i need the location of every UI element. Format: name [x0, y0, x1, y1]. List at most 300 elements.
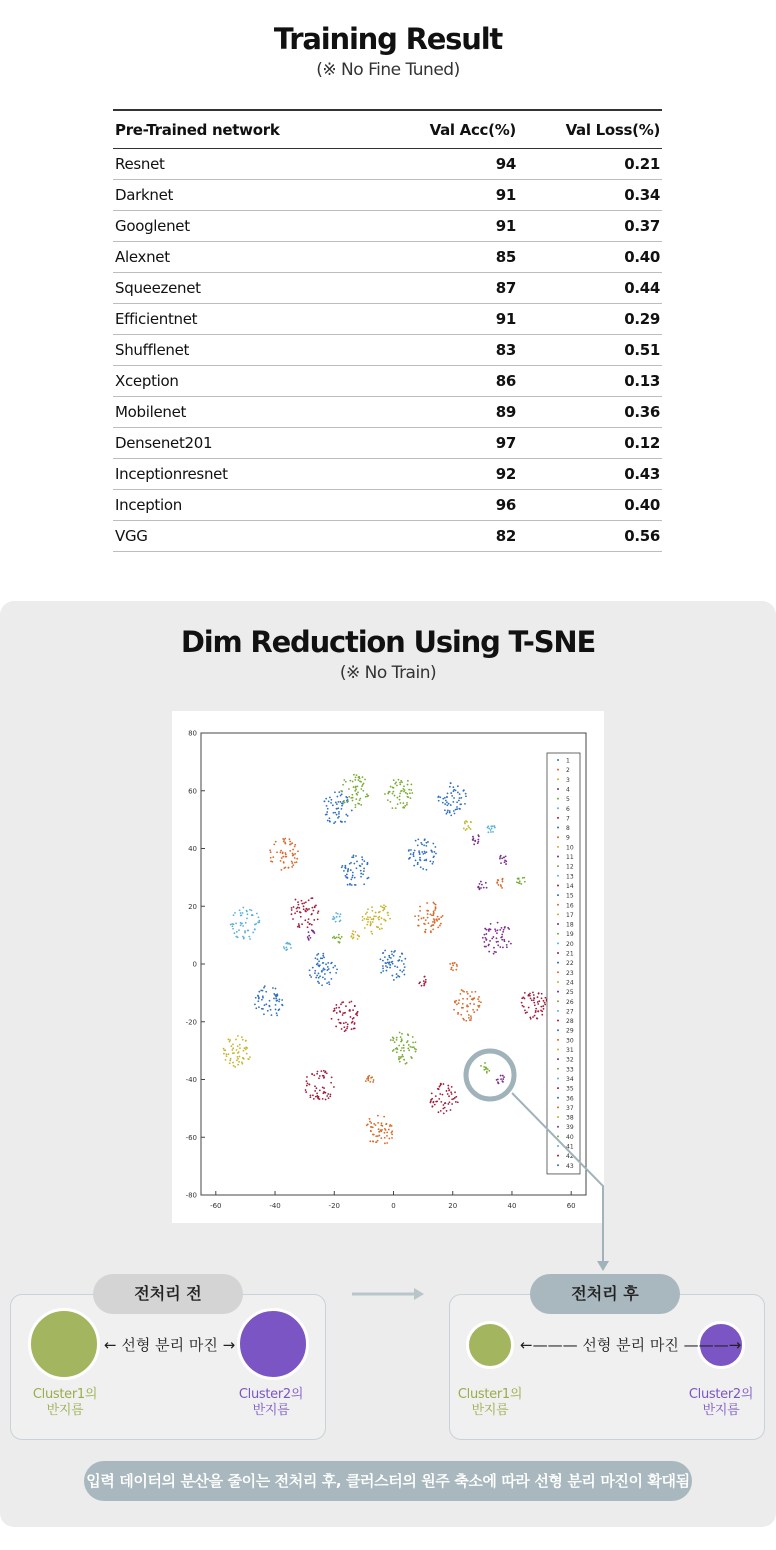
- network-cell: Alexnet: [113, 242, 377, 273]
- cluster1-label-after: Cluster1의 반지름: [457, 1387, 523, 1418]
- scatter-point: [378, 919, 380, 921]
- scatter-point: [450, 1109, 452, 1111]
- scatter-point: [432, 921, 434, 923]
- scatter-point: [432, 861, 434, 863]
- scatter-point: [317, 958, 319, 960]
- scatter-point: [388, 955, 390, 957]
- tsne-panel: [0, 601, 776, 1527]
- scatter-point: [234, 932, 236, 934]
- scatter-point: [396, 977, 398, 979]
- scatter-point: [447, 809, 449, 811]
- scatter-point: [347, 1023, 349, 1025]
- scatter-point: [294, 912, 296, 914]
- scatter-point: [468, 1017, 470, 1019]
- scatter-point: [440, 916, 442, 918]
- scatter-point: [450, 1091, 452, 1093]
- scatter-point: [456, 1004, 458, 1006]
- scatter-point: [524, 998, 526, 1000]
- scatter-point: [439, 796, 441, 798]
- scatter-point: [413, 855, 415, 857]
- scatter-point: [430, 925, 432, 927]
- scatter-point: [412, 854, 414, 856]
- scatter-point: [306, 1085, 308, 1087]
- scatter-point: [364, 779, 366, 781]
- scatter-point: [296, 908, 298, 910]
- scatter-point: [338, 791, 340, 793]
- scatter-point: [504, 940, 506, 942]
- legend-marker: [557, 1106, 559, 1108]
- scatter-point: [466, 828, 468, 830]
- scatter-point: [502, 931, 504, 933]
- scatter-point: [384, 1142, 386, 1144]
- scatter-point: [280, 852, 282, 854]
- scatter-point: [506, 946, 508, 948]
- x-tick-label: -20: [328, 1202, 340, 1210]
- scatter-point: [278, 999, 280, 1001]
- scatter-point: [357, 791, 359, 793]
- x-tick-label: -60: [210, 1202, 222, 1210]
- scatter-point: [341, 866, 343, 868]
- x-tick-label: 0: [391, 1202, 396, 1210]
- loss-cell: 0.12: [518, 428, 662, 459]
- scatter-point: [230, 1045, 232, 1047]
- scatter-point: [523, 877, 525, 879]
- scatter-point: [273, 843, 275, 845]
- legend-label: 42: [566, 1153, 574, 1161]
- scatter-point: [489, 940, 491, 942]
- scatter-point: [404, 974, 406, 976]
- scatter-point: [478, 996, 480, 998]
- scatter-point: [291, 913, 293, 915]
- scatter-point: [363, 860, 365, 862]
- legend-label: 41: [566, 1143, 574, 1151]
- scatter-point: [258, 1006, 260, 1008]
- scatter-point: [432, 914, 434, 916]
- scatter-point: [444, 1102, 446, 1104]
- scatter-point: [339, 941, 341, 943]
- scatter-point: [538, 992, 540, 994]
- scatter-point: [334, 812, 336, 814]
- scatter-point: [458, 999, 460, 1001]
- scatter-point: [355, 798, 357, 800]
- scatter-point: [483, 1069, 485, 1071]
- scatter-point: [304, 919, 306, 921]
- legend-marker: [557, 836, 559, 838]
- scatter-point: [477, 998, 479, 1000]
- scatter-point: [462, 1018, 464, 1020]
- legend-marker: [557, 769, 559, 771]
- scatter-point: [530, 1018, 532, 1020]
- scatter-point: [223, 1048, 225, 1050]
- scatter-point: [472, 836, 474, 838]
- scatter-point: [352, 1009, 354, 1011]
- scatter-point: [362, 776, 364, 778]
- scatter-point: [536, 1017, 538, 1019]
- scatter-point: [451, 1103, 453, 1105]
- scatter-point: [353, 786, 355, 788]
- scatter-point: [537, 996, 539, 998]
- legend-box: [547, 753, 580, 1174]
- scatter-point: [457, 792, 459, 794]
- scatter-point: [456, 965, 458, 967]
- scatter-point: [424, 851, 426, 853]
- table-row: [113, 211, 662, 242]
- scatter-point: [413, 1046, 415, 1048]
- scatter-point: [354, 884, 356, 886]
- scatter-point: [542, 1005, 544, 1007]
- scatter-point: [501, 934, 503, 936]
- scatter-point: [438, 1098, 440, 1100]
- scatter-point: [278, 1008, 280, 1010]
- scatter-point: [317, 1071, 319, 1073]
- scatter-point: [338, 811, 340, 813]
- scatter-point: [503, 857, 505, 859]
- scatter-point: [533, 994, 535, 996]
- scatter-point: [383, 907, 385, 909]
- scatter-point: [272, 856, 274, 858]
- scatter-point: [534, 1004, 536, 1006]
- scatter-point: [458, 808, 460, 810]
- scatter-point: [402, 1056, 404, 1058]
- scatter-point: [485, 933, 487, 935]
- scatter-point: [254, 1003, 256, 1005]
- acc-cell: 89: [377, 397, 518, 428]
- scatter-point: [491, 938, 493, 940]
- scatter-point: [226, 1055, 228, 1057]
- scatter-point: [232, 1062, 234, 1064]
- scatter-point: [275, 1004, 277, 1006]
- scatter-point: [229, 1041, 231, 1043]
- scatter-point: [434, 922, 436, 924]
- scatter-point: [418, 982, 420, 984]
- legend-label: 13: [566, 873, 574, 881]
- legend-marker: [557, 894, 559, 896]
- scatter-point: [463, 828, 465, 830]
- scatter-point: [407, 1048, 409, 1050]
- scatter-point: [463, 991, 465, 993]
- scatter-point: [474, 840, 476, 842]
- scatter-point: [280, 850, 282, 852]
- scatter-point: [438, 800, 440, 802]
- scatter-point: [384, 1137, 386, 1139]
- scatter-point: [305, 1089, 307, 1091]
- scatter-point: [359, 798, 361, 800]
- scatter-point: [439, 1093, 441, 1095]
- scatter-point: [364, 927, 366, 929]
- scatter-point: [372, 910, 374, 912]
- scatter-point: [373, 1134, 375, 1136]
- scatter-point: [405, 1063, 407, 1065]
- scatter-point: [424, 839, 426, 841]
- scatter-point: [415, 1051, 417, 1053]
- scatter-point: [338, 1007, 340, 1009]
- scatter-point: [340, 1022, 342, 1024]
- legend-marker: [557, 1000, 559, 1002]
- scatter-point: [369, 1121, 371, 1123]
- scatter-point: [317, 964, 319, 966]
- scatter-point: [351, 794, 353, 796]
- scatter-point: [460, 993, 462, 995]
- scatter-point: [307, 921, 309, 923]
- network-cell: Inception: [113, 490, 377, 521]
- scatter-point: [317, 981, 319, 983]
- scatter-point: [406, 793, 408, 795]
- scatter-point: [494, 928, 496, 930]
- scatter-point: [424, 983, 426, 985]
- scatter-point: [294, 846, 296, 848]
- scatter-point: [327, 969, 329, 971]
- scatter-point: [450, 814, 452, 816]
- legend-marker: [557, 817, 559, 819]
- scatter-point: [442, 915, 444, 917]
- table-row: [113, 149, 662, 180]
- legend-label: 7: [566, 815, 570, 823]
- scatter-point: [533, 997, 535, 999]
- scatter-point: [427, 841, 429, 843]
- scatter-point: [451, 967, 453, 969]
- scatter-point: [284, 948, 286, 950]
- scatter-point: [415, 1041, 417, 1043]
- scatter-point: [399, 956, 401, 958]
- scatter-point: [332, 967, 334, 969]
- scatter-point: [246, 918, 248, 920]
- scatter-point: [497, 922, 499, 924]
- y-tick-label: 60: [188, 787, 197, 796]
- scatter-point: [329, 817, 331, 819]
- scatter-point: [490, 929, 492, 931]
- scatter-point: [431, 1098, 433, 1100]
- scatter-point: [336, 803, 338, 805]
- scatter-point: [490, 829, 492, 831]
- scatter-point: [521, 1002, 523, 1004]
- scatter-point: [401, 1033, 403, 1035]
- scatter-point: [325, 963, 327, 965]
- scatter-point: [425, 860, 427, 862]
- scatter-point: [427, 917, 429, 919]
- scatter-point: [415, 859, 417, 861]
- scatter-point: [459, 793, 461, 795]
- scatter-point: [397, 960, 399, 962]
- legend-marker: [557, 1097, 559, 1099]
- scatter-point: [380, 905, 382, 907]
- scatter-point: [337, 817, 339, 819]
- scatter-point: [473, 843, 475, 845]
- scatter-point: [237, 1064, 239, 1066]
- scatter-point: [348, 796, 350, 798]
- scatter-point: [367, 795, 369, 797]
- scatter-point: [343, 800, 345, 802]
- scatter-point: [240, 912, 242, 914]
- scatter-point: [403, 1047, 405, 1049]
- scatter-point: [497, 1078, 499, 1080]
- scatter-point: [360, 781, 362, 783]
- scatter-point: [343, 1022, 345, 1024]
- scatter-point: [367, 916, 369, 918]
- scatter-point: [334, 821, 336, 823]
- scatter-point: [391, 1137, 393, 1139]
- y-tick-label: 20: [188, 902, 197, 911]
- scatter-point: [407, 1033, 409, 1035]
- acc-cell: 91: [377, 304, 518, 335]
- scatter-point: [460, 1014, 462, 1016]
- scatter-point: [469, 1003, 471, 1005]
- scatter-point: [339, 921, 341, 923]
- scatter-point: [309, 974, 311, 976]
- scatter-point: [328, 800, 330, 802]
- scatter-point: [352, 872, 354, 874]
- scatter-point: [418, 919, 420, 921]
- scatter-point: [420, 866, 422, 868]
- scatter-point: [426, 851, 428, 853]
- scatter-point: [387, 793, 389, 795]
- scatter-point: [356, 867, 358, 869]
- scatter-point: [353, 1028, 355, 1030]
- scatter-point: [345, 796, 347, 798]
- legend-marker: [557, 942, 559, 944]
- scatter-point: [456, 806, 458, 808]
- scatter-point: [414, 850, 416, 852]
- scatter-point: [306, 908, 308, 910]
- scatter-point: [393, 951, 395, 953]
- x-tick-label: 40: [507, 1202, 517, 1210]
- scatter-point: [269, 1000, 271, 1002]
- scatter-point: [238, 929, 240, 931]
- scatter-point: [370, 931, 372, 933]
- scatter-point: [275, 1009, 277, 1011]
- scatter-point: [391, 961, 393, 963]
- scatter-point: [383, 904, 385, 906]
- scatter-point: [281, 999, 283, 1001]
- scatter-point: [425, 979, 427, 981]
- scatter-point: [355, 931, 357, 933]
- scatter-point: [336, 1007, 338, 1009]
- scatter-point: [339, 938, 341, 940]
- legend-marker: [557, 1068, 559, 1070]
- scatter-point: [328, 981, 330, 983]
- scatter-point: [292, 864, 294, 866]
- scatter-point: [480, 881, 482, 883]
- scatter-point: [356, 861, 358, 863]
- scatter-point: [380, 923, 382, 925]
- scatter-point: [311, 929, 313, 931]
- scatter-point: [492, 831, 494, 833]
- scatter-point: [510, 943, 512, 945]
- scatter-point: [493, 947, 495, 949]
- scatter-point: [297, 901, 299, 903]
- scatter-point: [484, 937, 486, 939]
- scatter-point: [500, 885, 502, 887]
- scatter-point: [336, 814, 338, 816]
- scatter-point: [262, 995, 264, 997]
- scatter-point: [265, 991, 267, 993]
- scatter-point: [390, 786, 392, 788]
- scatter-point: [412, 1036, 414, 1038]
- scatter-point: [490, 923, 492, 925]
- scatter-point: [484, 1062, 486, 1064]
- scatter-point: [407, 780, 409, 782]
- scatter-point: [397, 803, 399, 805]
- scatter-point: [349, 1001, 351, 1003]
- scatter-point: [403, 969, 405, 971]
- scatter-point: [405, 792, 407, 794]
- scatter-point: [341, 1002, 343, 1004]
- scatter-point: [382, 965, 384, 967]
- scatter-point: [343, 870, 345, 872]
- scatter-point: [301, 923, 303, 925]
- legend-marker: [557, 778, 559, 780]
- scatter-point: [544, 997, 546, 999]
- scatter-point: [353, 774, 355, 776]
- scatter-point: [383, 919, 385, 921]
- scatter-point: [391, 953, 393, 955]
- scatter-point: [244, 932, 246, 934]
- scatter-point: [533, 999, 535, 1001]
- scatter-point: [275, 998, 277, 1000]
- scatter-point: [391, 951, 393, 953]
- scatter-point: [336, 1012, 338, 1014]
- scatter-point: [230, 924, 232, 926]
- scatter-point: [449, 786, 451, 788]
- scatter-point: [409, 1046, 411, 1048]
- scatter-point: [442, 1108, 444, 1110]
- scatter-point: [397, 975, 399, 977]
- scatter-point: [372, 1141, 374, 1143]
- scatter-point: [316, 1087, 318, 1089]
- scatter-point: [342, 784, 344, 786]
- scatter-point: [345, 781, 347, 783]
- scatter-point: [504, 926, 506, 928]
- scatter-point: [350, 1016, 352, 1018]
- scatter-point: [308, 918, 310, 920]
- scatter-point: [341, 802, 343, 804]
- scatter-point: [313, 919, 315, 921]
- scatter-point: [256, 913, 258, 915]
- scatter-point: [499, 858, 501, 860]
- scatter-point: [382, 952, 384, 954]
- scatter-point: [448, 803, 450, 805]
- scatter-point: [449, 810, 451, 812]
- scatter-point: [380, 1124, 382, 1126]
- scatter-point: [397, 797, 399, 799]
- scatter-point: [453, 810, 455, 812]
- scatter-point: [436, 1100, 438, 1102]
- scatter-point: [330, 1094, 332, 1096]
- scatter-point: [315, 1096, 317, 1098]
- scatter-point: [361, 785, 363, 787]
- scatter-point: [263, 987, 265, 989]
- scatter-point: [353, 855, 355, 857]
- scatter-point: [378, 1131, 380, 1133]
- scatter-point: [345, 867, 347, 869]
- scatter-point: [462, 1007, 464, 1009]
- scatter-point: [524, 1009, 526, 1011]
- scatter-point: [486, 1071, 488, 1073]
- scatter-point: [387, 799, 389, 801]
- scatter-point: [469, 1019, 471, 1021]
- scatter-point: [478, 886, 480, 888]
- scatter-point: [360, 870, 362, 872]
- scatter-point: [466, 998, 468, 1000]
- legend-label: 20: [566, 940, 574, 948]
- scatter-point: [432, 1105, 434, 1107]
- scatter-point: [361, 856, 363, 858]
- scatter-point: [367, 921, 369, 923]
- scatter-point: [237, 1052, 239, 1054]
- scatter-point: [448, 1087, 450, 1089]
- scatter-point: [345, 814, 347, 816]
- scatter-point: [492, 825, 494, 827]
- scatter-point: [463, 789, 465, 791]
